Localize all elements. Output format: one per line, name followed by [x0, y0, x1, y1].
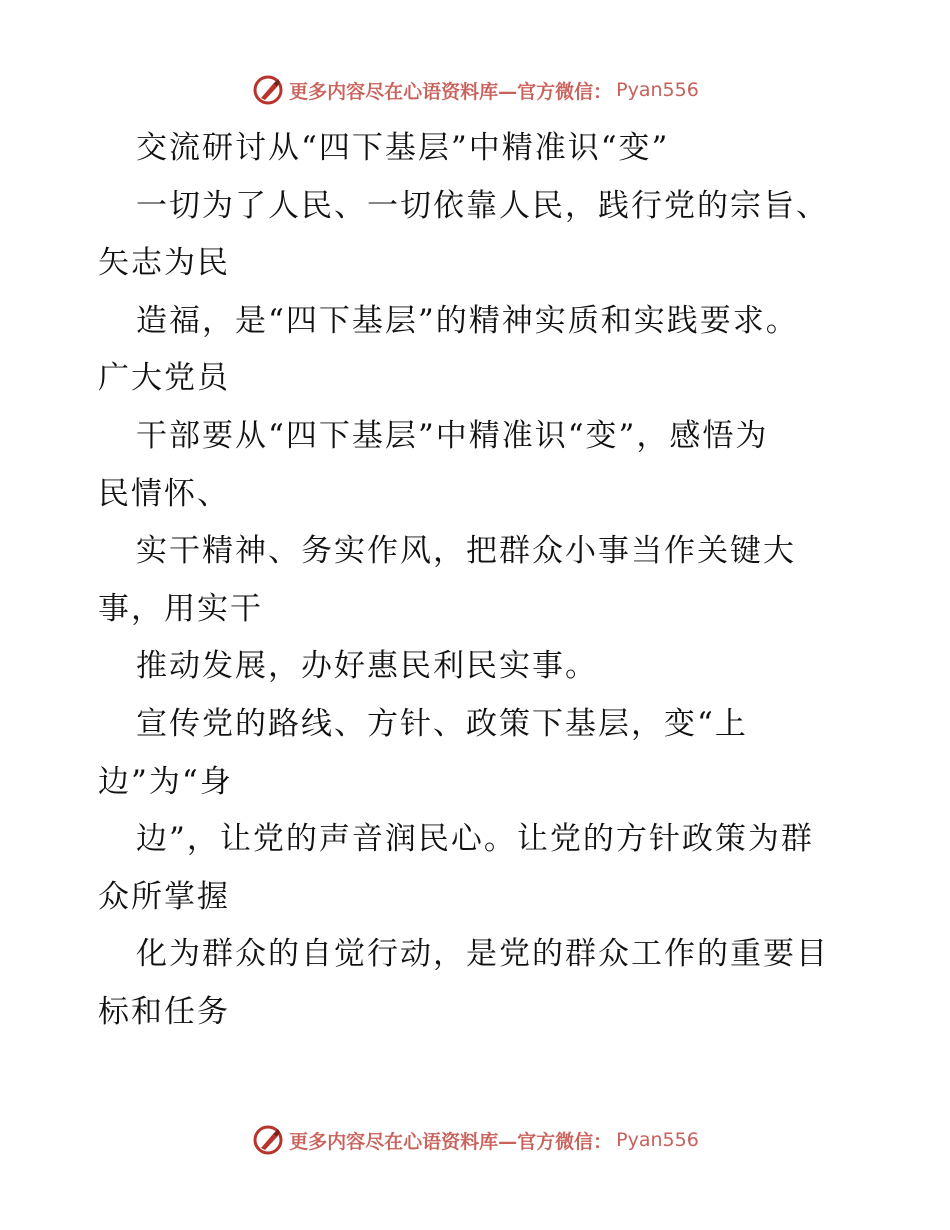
- pen-nib-logo-icon: [251, 73, 285, 107]
- text-line: 边”为“身: [98, 763, 233, 800]
- text-line: 民情怀、: [98, 475, 230, 512]
- text-line: 干部要从“四下基层”中精准识“变”，感悟为: [136, 417, 769, 454]
- header-watermark: [0, 70, 950, 110]
- text-line: 矢志为民: [98, 245, 230, 282]
- text-line: 标和任务: [98, 993, 230, 1030]
- text-line: 造福，是“四下基层”的精神实质和实践要求。: [136, 302, 799, 339]
- text-line: 事，用实干: [98, 590, 263, 627]
- watermark-text: 更多内容尽在心语资料库—官方微信：: [289, 80, 613, 103]
- text-line: 化为群众的自觉行动，是党的群众工作的重要目: [136, 936, 829, 973]
- text-line: 实干精神、务实作风，把群众小事当作关键大: [136, 533, 796, 570]
- watermark-wechat-id: Pyan556: [616, 79, 699, 101]
- text-line: 宣传党的路线、方针、政策下基层，变“上: [136, 705, 748, 742]
- text-line: 一切为了人民、一切依靠人民，践行党的宗旨、: [136, 187, 829, 224]
- text-line: 交流研讨从“四下基层”中精准识“变”: [136, 130, 670, 166]
- footer-watermark: [0, 1120, 950, 1160]
- text-line: 边”，让党的声音润民心。让党的方针政策为群: [136, 821, 814, 858]
- document-body: [98, 120, 878, 1042]
- watermark-text: 更多内容尽在心语资料库—官方微信：: [289, 1130, 613, 1153]
- text-line: 众所掌握: [98, 878, 230, 915]
- pen-nib-logo-icon: [251, 1123, 285, 1157]
- text-line: 推动发展，办好惠民利民实事。: [136, 648, 598, 685]
- text-line: 广大党员: [98, 360, 230, 397]
- watermark-wechat-id: Pyan556: [616, 1129, 699, 1151]
